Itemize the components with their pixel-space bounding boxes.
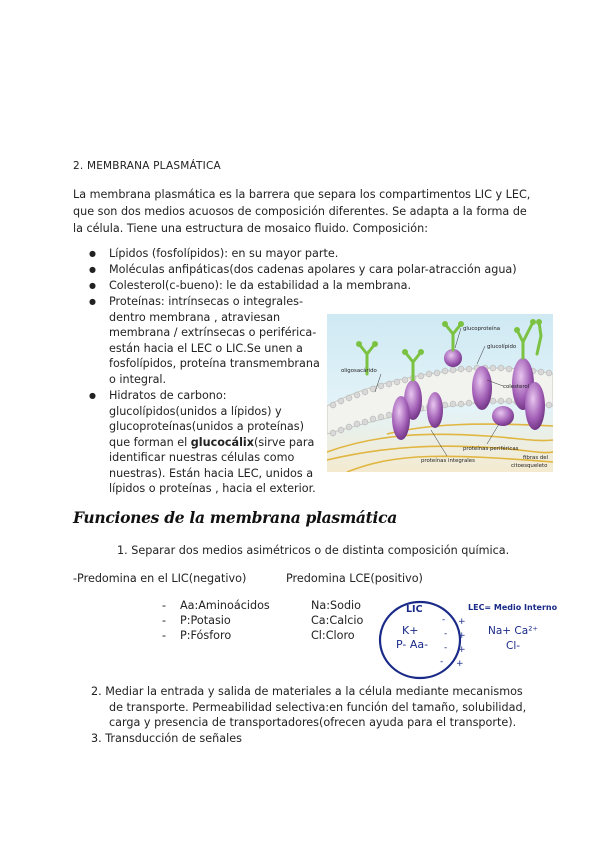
plus-sign: + xyxy=(458,645,466,655)
lic-lec-sketch xyxy=(376,596,572,682)
label-cytoskeleton: citoesqueleto xyxy=(511,463,548,469)
sketch-svg xyxy=(376,596,572,682)
section-heading: 2. MEMBRANA PLASMÁTICA xyxy=(73,160,221,172)
plus-sign: + xyxy=(458,617,466,627)
sketch-lic: LIC xyxy=(406,604,423,615)
minus-sign: - xyxy=(444,629,448,639)
minus-sign: - xyxy=(444,643,448,653)
sketch-na-ca: Na+ Ca²⁺ xyxy=(488,625,538,637)
lic-list xyxy=(180,598,270,643)
function-item-3: 3. Transducción de señales xyxy=(91,732,242,745)
proteins-line: ● Proteínas: intrínsecas o integrales- xyxy=(109,294,320,310)
intro-line: La membrana plasmática es la barrera que separa los compartimentos LIC y LEC, xyxy=(73,188,531,201)
list-item: ● Colesterol(c-bueno): le da estabilidad a la membrana. xyxy=(109,278,517,294)
minus-sign: - xyxy=(442,615,446,625)
label-oligosaccharide: oligosacárido xyxy=(341,368,377,374)
list-item: - P:Potasio xyxy=(180,613,270,628)
label-fibers: fibras del xyxy=(523,455,549,461)
proteins-line: fosfolípidos, proteína transmembrana xyxy=(109,357,320,370)
sketch-cl: Cl- xyxy=(506,640,521,652)
list-item: - Aa:Aminoácidos xyxy=(180,598,270,613)
item2-line: de transporte. Permeabilidad selectiva:en función del tamaño, solubilidad, xyxy=(109,700,527,714)
intro-line: la célula. Tiene una estructura de mosaico fluido. Composición: xyxy=(73,222,428,235)
carb-line: glucoproteínas(unidos a proteínas) xyxy=(109,420,304,433)
sketch-p-aa: P- Aa- xyxy=(396,638,429,651)
plus-sign: + xyxy=(458,631,466,641)
carb-line: identificar nuestras células como xyxy=(109,451,295,464)
carb-text: (sirve para xyxy=(253,435,315,449)
list-item: - P:Fósforo xyxy=(180,628,270,643)
lic-header: -Predomina en el LIC(negativo) xyxy=(73,572,247,585)
list-item: Cl:Cloro xyxy=(311,629,355,642)
carb-line xyxy=(109,435,316,451)
list-item: ● Lípidos (fosfolípidos): en su mayor parte. xyxy=(109,246,517,262)
label-cholesterol: colesterol xyxy=(503,384,530,390)
carbohydrates-item xyxy=(109,388,316,497)
carb-line: nuestras). Están hacia LEC, unidos a xyxy=(109,466,314,480)
intro-paragraph xyxy=(73,186,530,237)
item2-line: 2. Mediar la entrada y salida de materiales a la célula mediante mecanismos xyxy=(91,685,523,698)
list-item: ● Moléculas anfipáticas(dos cadenas apolares y cara polar-atracción agua) xyxy=(109,262,517,278)
function-item-1: 1. Separar dos medios asimétricos o de distinta composición química. xyxy=(117,544,510,557)
proteins-line: están hacia el LEC o LIC.Se unen a xyxy=(109,341,303,355)
lce-list xyxy=(311,598,363,643)
composition-list xyxy=(109,246,517,294)
label-glycoprotein: glucoproteína xyxy=(463,326,501,332)
proteins-line: o integral. xyxy=(109,372,167,386)
proteins-line: membrana / extrínsecas o periférica- xyxy=(109,326,317,339)
membrane-diagram xyxy=(327,314,553,472)
minus-sign: - xyxy=(440,657,444,667)
label-integral-proteins: proteínas integrales xyxy=(421,458,475,464)
list-item: Ca:Calcio xyxy=(311,614,364,627)
list-item: Na:Sodio xyxy=(311,599,361,612)
proteins-line: dentro membrana , atraviesan xyxy=(109,310,281,324)
intro-line: que son dos medios acuosos de composición diferentes. Se adapta a la forma de xyxy=(73,205,527,218)
functions-title: Funciones de la membrana plasmática xyxy=(73,508,397,527)
membrane-illustration xyxy=(327,314,553,472)
plus-sign: + xyxy=(456,659,464,669)
glucocalix-term: glucocálix xyxy=(190,435,254,449)
sketch-lec: LEC= Medio Interno xyxy=(468,603,558,612)
proteins-item xyxy=(109,294,320,387)
lce-header: Predomina LCE(positivo) xyxy=(286,572,423,585)
carb-line: ● Hidratos de carbono: xyxy=(109,388,316,404)
item2-line: carga y presencia de transportadores(ofrecen ayuda para el transporte). xyxy=(109,716,517,729)
carb-line: lípidos o proteínas , hacia el exterior. xyxy=(109,482,316,495)
label-glycolipid: glucolípido xyxy=(487,344,517,350)
carb-line: glucolípidos(unidos a lípidos) y xyxy=(109,404,282,418)
carb-text: que forman el xyxy=(109,435,191,449)
label-peripheral-proteins: proteínas periféricas xyxy=(463,446,519,452)
sketch-k: K+ xyxy=(402,624,419,637)
function-item-2 xyxy=(91,684,526,731)
